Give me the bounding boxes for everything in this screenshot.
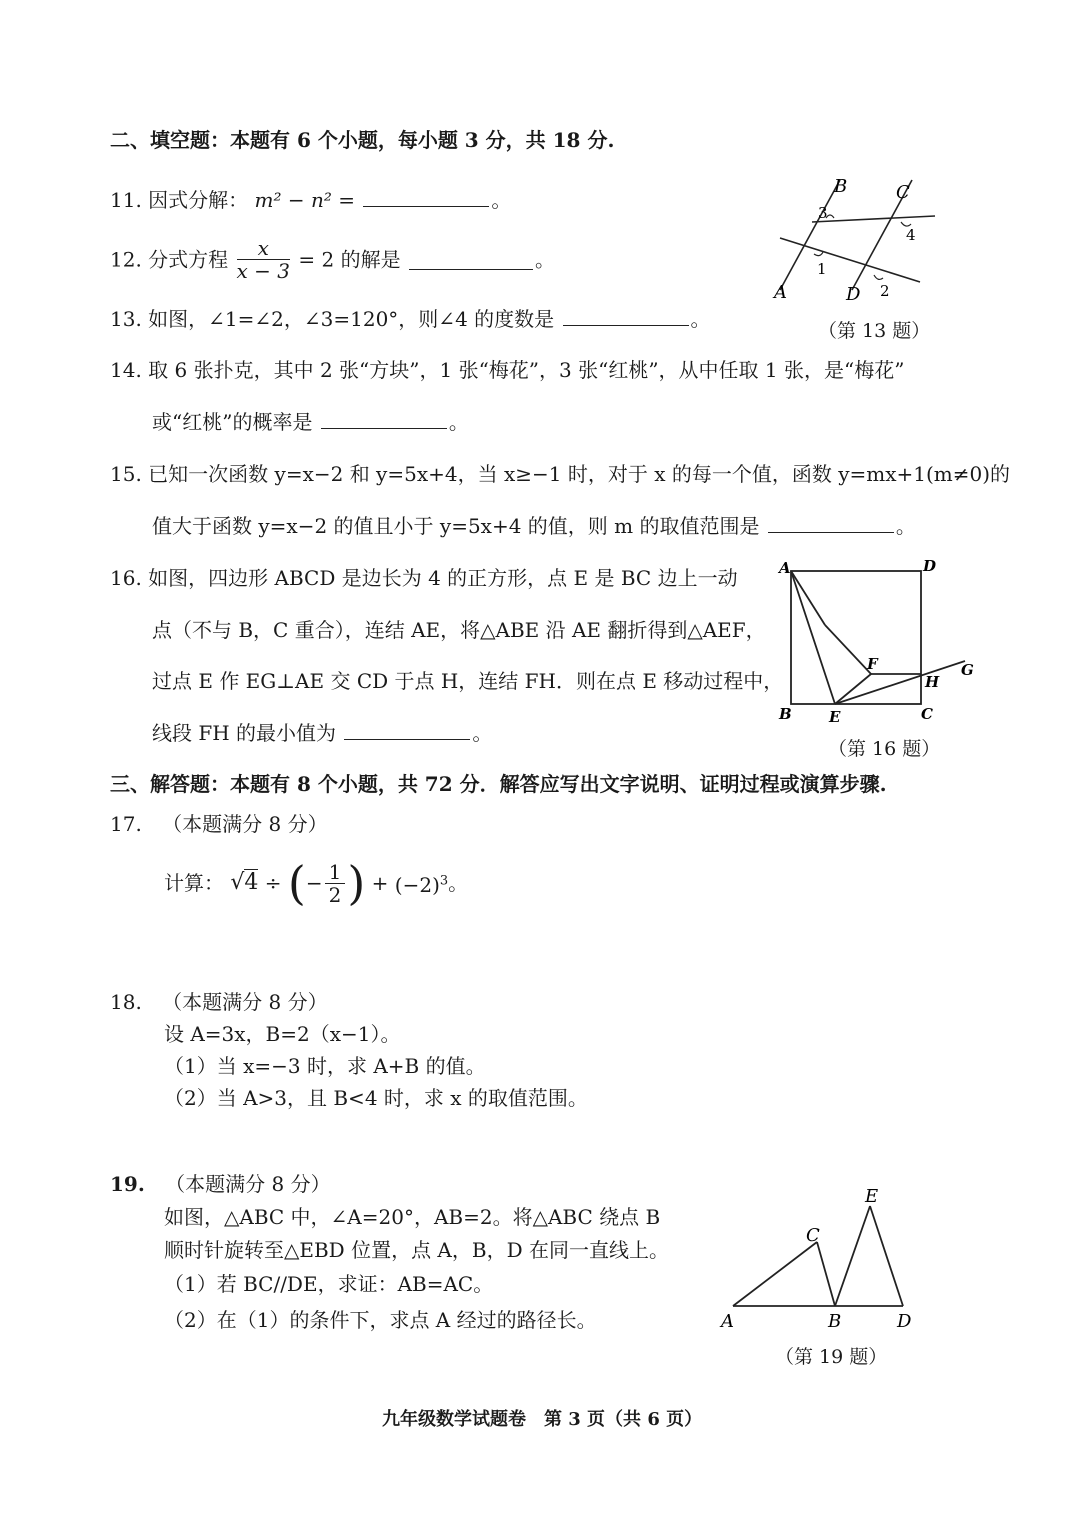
- q13-label-angle1: 1: [817, 260, 827, 278]
- question-16-line1: [110, 564, 738, 592]
- section-2-heading: 二、填空题：本题有 6 个小题，每小题 3 分，共 18 分.: [110, 128, 615, 152]
- q16-label-f: F: [867, 655, 878, 673]
- q18-part1: （1）当 x=−3 时，求 A+B 的值。: [164, 1054, 486, 1078]
- q19-segment-ed: [870, 1206, 903, 1306]
- question-16-line2: 点（不与 B，C 重合），连结 AE，将△ABE 沿 AE 翻折得到△AEF，: [152, 618, 766, 642]
- q12-fraction: [237, 237, 290, 282]
- q19-number: 19.: [110, 1172, 145, 1196]
- q16-segment-af-lower: [825, 625, 871, 674]
- q11-end: 。: [491, 188, 512, 212]
- q16-end: 。: [472, 721, 493, 745]
- q14-text-line2: 或“红桃”的概率是: [152, 410, 313, 434]
- q19-score: （本题满分 8 分）: [165, 1172, 331, 1196]
- q13-line-ab: [780, 180, 840, 290]
- question-15-line2: [152, 512, 916, 540]
- q17-end: 。: [448, 871, 469, 895]
- q16-segment-af-solid: [791, 571, 825, 625]
- q14-text-line1: 取 6 张扑克，其中 2 张“方块”，1 张“梅花”，3 张“红桃”，从中任取 1 张，是“梅花”: [148, 358, 905, 382]
- question-18-header: [110, 988, 328, 1016]
- q19-part2: （2）在（1）的条件下，求点 A 经过的路径长。: [164, 1308, 597, 1332]
- q19-caption: （第 19 题）: [775, 1346, 888, 1368]
- q18-number: 18.: [110, 990, 142, 1014]
- q15-number: 15.: [110, 462, 142, 486]
- q19-segment-ac: [733, 1242, 817, 1306]
- q12-fraction-denominator: x − 3: [236, 259, 291, 283]
- q17-minus-sign: −: [305, 871, 323, 895]
- q13-transversal-top: [812, 216, 935, 222]
- q13-angle2-arc: [874, 275, 883, 279]
- q16-ray-eg: [835, 661, 965, 704]
- q11-prefix: 因式分解：: [148, 188, 249, 212]
- q19-label-e: E: [865, 1186, 879, 1207]
- q17-sqrt-sign: √4: [230, 870, 259, 895]
- q16-figure: [775, 555, 980, 730]
- q11-answer-blank[interactable]: [363, 186, 489, 207]
- q13-text: 如图，∠1=∠2，∠3=120°，则∠4 的度数是: [148, 307, 555, 331]
- q15-text-line1: 已知一次函数 y=x−2 和 y=5x+4，当 x≥−1 时，对于 x 的每一个值，函数 y=mx+1(m≠0)的: [148, 462, 1011, 486]
- q13-caption: （第 13 题）: [818, 320, 931, 342]
- q11-number: 11.: [110, 188, 142, 212]
- q12-answer-blank[interactable]: [409, 249, 533, 270]
- q17-prefix: 计算：: [164, 871, 224, 895]
- q17-power-exponent: 3: [439, 873, 449, 889]
- q19-label-c: C: [806, 1225, 820, 1246]
- q13-label-angle4: 4: [906, 226, 916, 244]
- q13-answer-blank[interactable]: [563, 305, 689, 326]
- q16-label-a: A: [779, 559, 791, 577]
- question-14-line2: [152, 408, 469, 436]
- question-15-line1: [110, 460, 1010, 488]
- q13-label-c: C: [896, 182, 910, 203]
- q12-number: 12.: [110, 247, 142, 272]
- q12-prefix: 分式方程: [148, 247, 229, 272]
- question-17-header: [110, 810, 328, 838]
- q15-text-line2: 值大于函数 y=x−2 的值且小于 y=5x+4 的值，则 m 的取值范围是: [152, 514, 760, 538]
- q13-label-angle2: 2: [880, 282, 890, 300]
- q16-square: [791, 571, 921, 704]
- q18-score: （本题满分 8 分）: [162, 990, 328, 1014]
- q13-angle1-arc: [814, 252, 823, 256]
- q19-statement-line1: 如图，△ABC 中，∠A=20°，AB=2。将△ABC 绕点 B: [164, 1205, 661, 1229]
- q17-plus-sign: +: [371, 871, 389, 895]
- q17-paren-open: (: [287, 856, 306, 910]
- q13-transversal-bottom: [780, 238, 920, 282]
- q16-answer-blank[interactable]: [344, 719, 470, 740]
- q16-caption: （第 16 题）: [828, 738, 941, 760]
- q17-power-base: −2: [402, 872, 433, 897]
- q16-segment-ef: [835, 674, 871, 704]
- q13-end: 。: [690, 307, 711, 331]
- q17-divide-sign: ÷: [264, 871, 282, 895]
- question-12: [110, 237, 555, 289]
- q19-segment-be: [835, 1206, 870, 1306]
- q17-sqrt-radicand: 4: [244, 870, 259, 895]
- question-14-line1: [110, 356, 904, 384]
- section-3-heading: 三、解答题：本题有 8 个小题，共 72 分．解答应写出文字说明、证明过程或演算步骤.: [110, 772, 887, 796]
- q14-answer-blank[interactable]: [321, 408, 447, 429]
- page-footer: 九年级数学试题卷 第 3 页（共 6 页）: [382, 1409, 703, 1430]
- q12-end: 。: [534, 247, 555, 272]
- q18-part2: （2）当 A>3，且 B<4 时，求 x 的取值范围。: [164, 1086, 588, 1110]
- q13-label-d: D: [846, 284, 861, 305]
- question-11: [110, 186, 511, 214]
- question-16-line4: [152, 719, 492, 747]
- q13-number: 13.: [110, 307, 142, 331]
- q12-fraction-numerator: x: [237, 237, 290, 260]
- question-16-line3: 过点 E 作 EG⊥AE 交 CD 于点 H，连结 FH．则在点 E 移动过程中，: [152, 669, 784, 693]
- q13-figure: [770, 172, 950, 312]
- q19-figure: [715, 1182, 925, 1334]
- q13-label-b: B: [834, 176, 848, 197]
- q16-label-h: H: [925, 673, 940, 691]
- q16-label-g: G: [961, 661, 974, 679]
- q15-answer-blank[interactable]: [768, 512, 894, 533]
- q16-label-b: B: [779, 705, 792, 723]
- q14-number: 14.: [110, 358, 142, 382]
- q16-text-line4: 线段 FH 的最小值为: [152, 721, 337, 745]
- q16-label-e: E: [829, 708, 841, 726]
- q19-segment-cb: [817, 1242, 835, 1306]
- q16-label-d: D: [923, 557, 937, 575]
- q17-expression: [164, 858, 468, 918]
- q11-expression: m² − n² =: [254, 188, 355, 212]
- q19-label-a: A: [721, 1311, 734, 1332]
- q17-score: （本题满分 8 分）: [162, 812, 328, 836]
- q19-label-b: B: [828, 1311, 842, 1332]
- q17-power: $(-2)^3$: [394, 872, 449, 897]
- question-13: [110, 305, 711, 333]
- q19-label-d: D: [897, 1311, 912, 1332]
- q13-label-a: A: [774, 282, 787, 303]
- q16-segment-ae: [791, 571, 835, 704]
- q16-number: 16.: [110, 566, 142, 590]
- q14-end: 。: [448, 410, 469, 434]
- q12-suffix: = 2 的解是: [298, 247, 401, 272]
- q16-label-c: C: [921, 705, 933, 723]
- q17-fraction: [325, 861, 346, 906]
- q19-statement-line2: 顺时针旋转至△EBD 位置，点 A，B，D 在同一直线上。: [164, 1238, 669, 1262]
- q18-statement: 设 A=3x，B=2（x−1）。: [164, 1022, 401, 1046]
- q16-text-line1: 如图，四边形 ABCD 是边长为 4 的正方形，点 E 是 BC 边上一动: [148, 566, 738, 590]
- q17-fraction-numerator: 1: [325, 861, 346, 884]
- q17-fraction-denominator: 2: [328, 882, 342, 907]
- q17-number: 17.: [110, 812, 142, 836]
- q17-paren-close: ): [347, 856, 366, 910]
- q13-label-angle3: 3: [818, 204, 828, 222]
- q15-end: 。: [895, 514, 916, 538]
- q19-part1: （1）若 BC//DE，求证：AB=AC。: [164, 1272, 494, 1296]
- question-19-header: [110, 1170, 331, 1198]
